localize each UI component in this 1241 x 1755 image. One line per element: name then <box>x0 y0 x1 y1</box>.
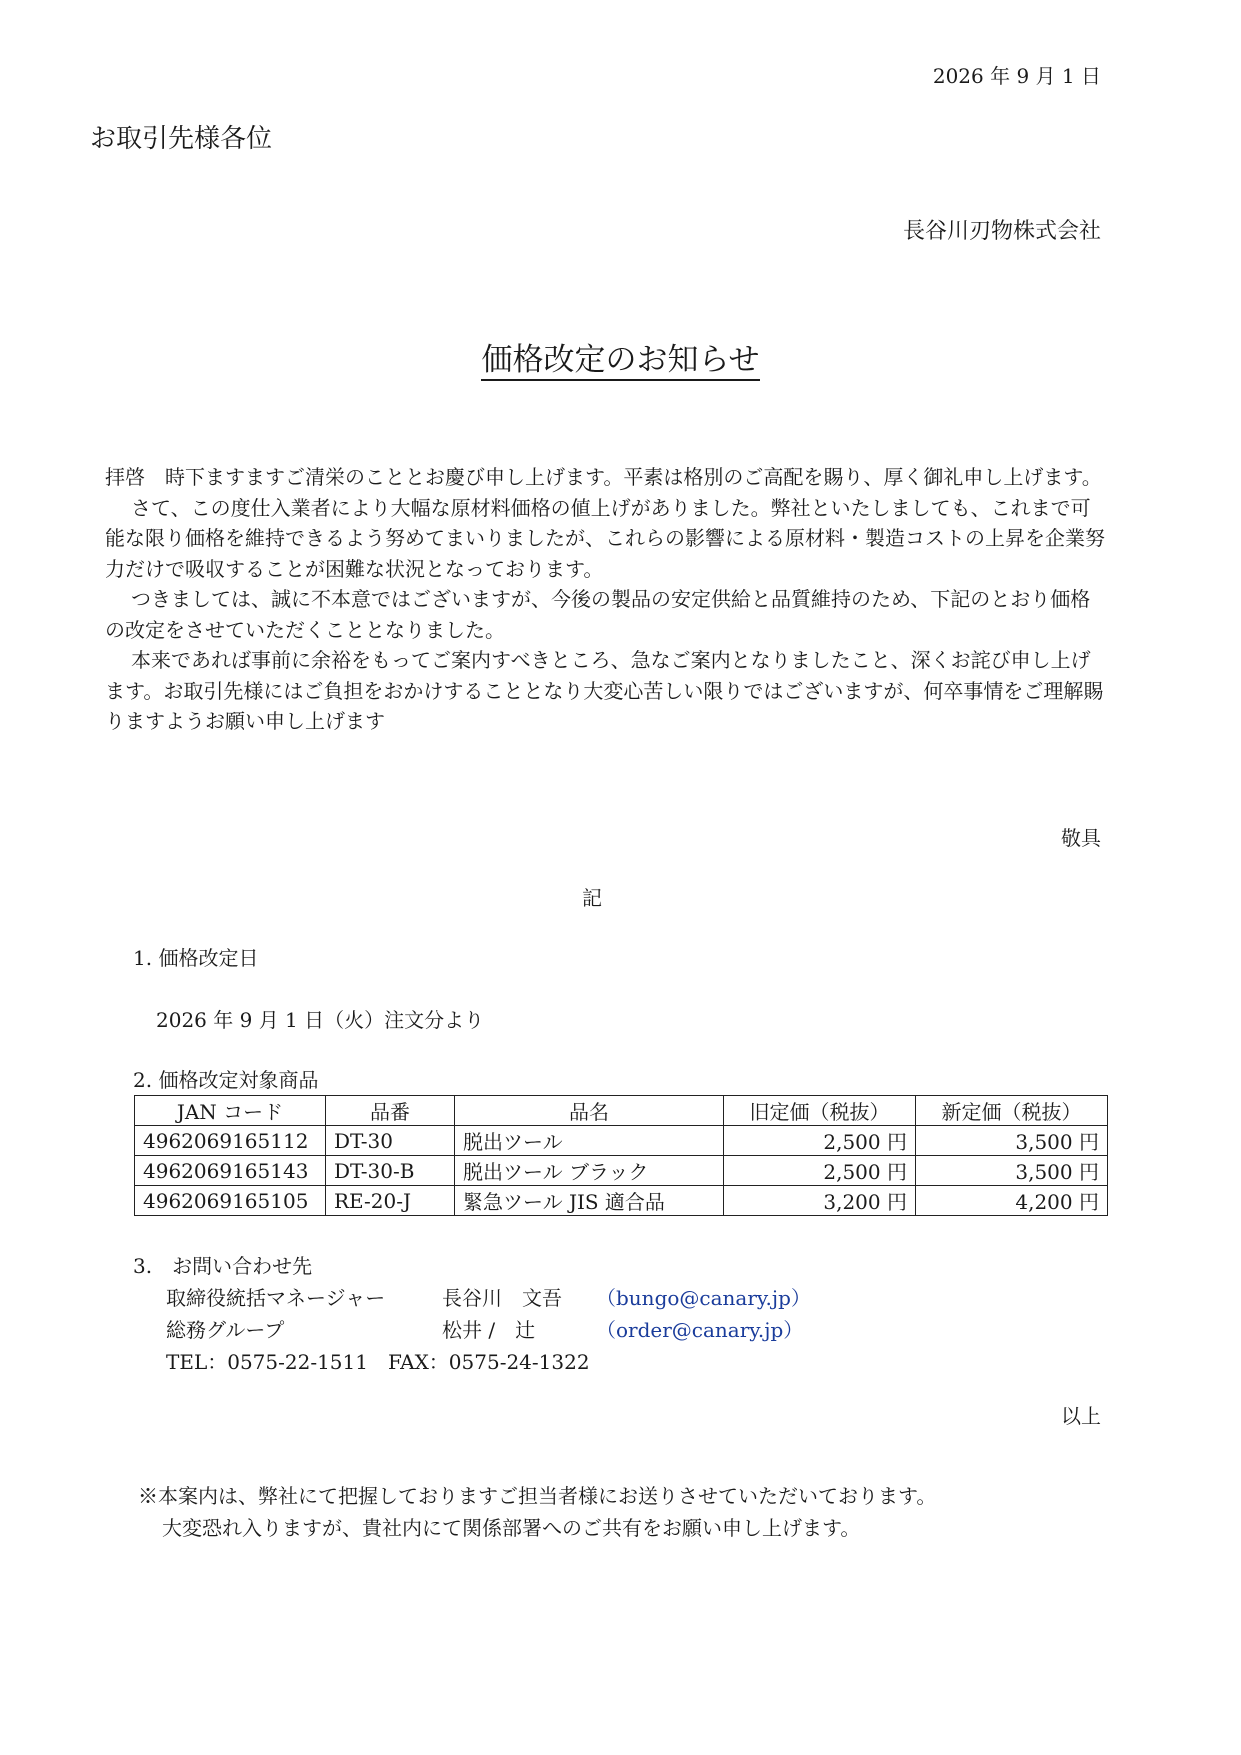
jan-cell: 4962069165112 <box>135 1126 326 1156</box>
contact-email-link[interactable]: （bungo@canary.jp） <box>596 1286 811 1310</box>
jan-cell: 4962069165105 <box>135 1186 326 1216</box>
document-title-text: 価格改定のお知らせ <box>481 342 759 381</box>
code-cell: DT-30-B <box>326 1156 455 1186</box>
new-price-cell: 4,200 円 <box>916 1186 1108 1216</box>
column-header-name: 品名 <box>455 1096 724 1126</box>
column-header-new-price: 新定価（税抜） <box>916 1096 1108 1126</box>
section-1-heading: 1. 価格改定日 <box>133 946 259 970</box>
closing-ijo: 以上 <box>1061 1404 1101 1428</box>
section-3-heading: 3. お問い合わせ先 <box>133 1254 313 1278</box>
contact-email-link[interactable]: （order@canary.jp） <box>596 1318 804 1342</box>
column-header-jan: JAN コード <box>135 1096 326 1126</box>
column-header-code: 品番 <box>326 1096 455 1126</box>
old-price-cell: 2,500 円 <box>724 1156 916 1186</box>
body-paragraph-4: 本来であれば事前に余裕をもってご案内すべきところ、急なご案内となりましたこと、深くお詫び申し上げます。お取引先様にはご負担をおかけすることとなり大変心苦しい限りではございますが、何卒事情をご理解賜りますようお願い申し上げます <box>105 648 1104 733</box>
contact-name: 松井 / 辻 <box>442 1318 536 1342</box>
jan-cell: 4962069165143 <box>135 1156 326 1186</box>
contact-phone-fax: TEL：0575-22-1511 FAX：0575-24-1322 <box>166 1350 590 1374</box>
new-price-cell: 3,500 円 <box>916 1156 1108 1186</box>
old-price-cell: 2,500 円 <box>724 1126 916 1156</box>
name-cell: 脱出ツール ブラック <box>455 1156 724 1186</box>
contact-name: 長谷川 文吾 <box>442 1286 562 1310</box>
ki-heading: 記 <box>582 886 602 910</box>
footnote-line-2: 大変恐れ入りますが、貴社内にて関係部署へのご共有をお願い申し上げます。 <box>162 1516 861 1540</box>
body-paragraph-1: 拝啓 時下ますますご清栄のこととお慶び申し上げます。平素は格別のご高配を賜り、厚く御礼申し上げます。 <box>105 465 1102 489</box>
name-cell: 緊急ツール JIS 適合品 <box>455 1186 724 1216</box>
sender-company: 長谷川刃物株式会社 <box>902 219 1101 244</box>
contact-role: 取締役統括マネージャー <box>166 1286 386 1310</box>
closing-keigu: 敬具 <box>1061 826 1101 850</box>
code-cell: DT-30 <box>326 1126 455 1156</box>
footnote <box>138 1480 936 1544</box>
body-paragraph-2: さて、この度仕入業者により大幅な原材料価格の値上げがありました。弊社といたしましても、これまで可能な限り価格を維持できるよう努めてまいりましたが、これらの影響による原材料・製造コストの上昇を企業努力だけで吸収することが困難な状況となっております。 <box>105 495 1105 581</box>
section-2-heading: 2. 価格改定対象商品 <box>133 1068 319 1092</box>
contact-row <box>166 1282 811 1311</box>
table-row <box>135 1186 1108 1216</box>
table-row <box>135 1156 1108 1186</box>
name-cell: 脱出ツール <box>455 1126 724 1156</box>
table-header-row <box>135 1096 1108 1126</box>
products-table <box>134 1095 1108 1216</box>
table-row <box>135 1126 1108 1156</box>
document-date: 2026 年 9 月 1 日 <box>932 64 1101 88</box>
footnote-line-1: ※本案内は、弊社にて把握しておりますご担当者様にお送りさせていただいております。 <box>138 1484 937 1508</box>
old-price-cell: 3,200 円 <box>724 1186 916 1216</box>
code-cell: RE-20-J <box>326 1186 455 1216</box>
letter-body <box>105 462 1105 737</box>
recipient: お取引先様各位 <box>90 124 273 154</box>
contact-row <box>166 1314 803 1343</box>
revision-date: 2026 年 9 月 1 日（火）注文分より <box>156 1008 485 1032</box>
body-paragraph-3: つきましては、誠に不本意ではございますが、今後の製品の安定供給と品質維持のため、下記のとおり価格の改定をさせていただくこととなりました。 <box>105 587 1091 642</box>
new-price-cell: 3,500 円 <box>916 1126 1108 1156</box>
contact-role: 総務グループ <box>166 1318 285 1342</box>
document-title <box>0 334 1241 379</box>
column-header-old-price: 旧定価（税抜） <box>724 1096 916 1126</box>
